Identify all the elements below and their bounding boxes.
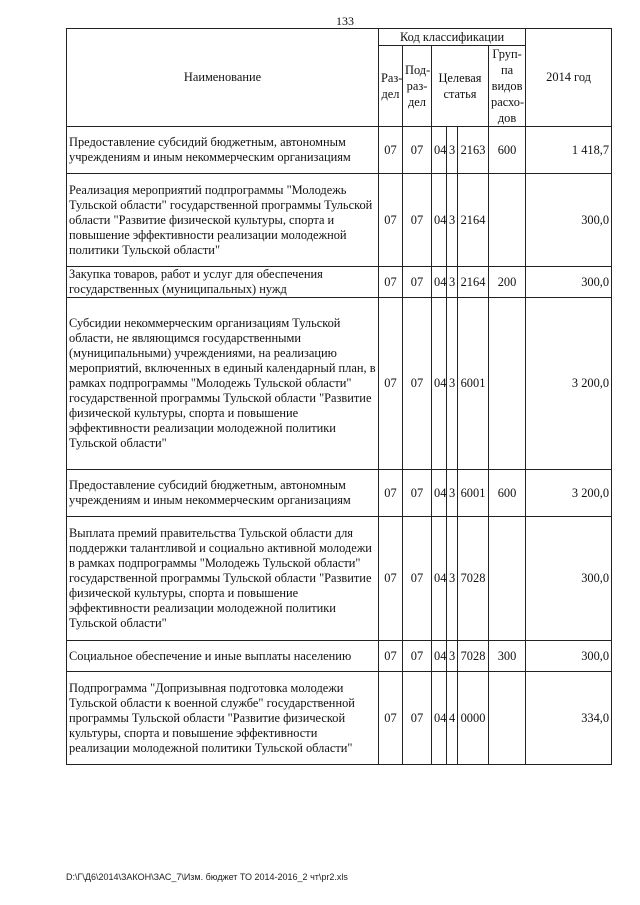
row-name: Закупка товаров, работ и услуг для обеспечения государственных (муниципальных) нужд xyxy=(67,267,379,298)
row-razdel: 07 xyxy=(379,174,403,267)
row-name: Реализация мероприятий подпрограммы "Молодежь Тульской области" государственной программы Тульской области "Развитие физической культуры, спорта и повышение эффективности реализации молодежной политики Тульской области" xyxy=(67,174,379,267)
header-target-article: Целевая статья xyxy=(432,46,489,127)
row-amount-2014: 1 418,7 xyxy=(526,127,612,174)
row-target-part2: 3 xyxy=(447,127,458,174)
row-target-part3: 7028 xyxy=(458,641,489,672)
header-podrazdel: Под- раз- дел xyxy=(403,46,432,127)
row-target-part2: 3 xyxy=(447,298,458,470)
table-row xyxy=(67,641,612,672)
row-target-part1: 04 xyxy=(432,174,447,267)
row-target-part1: 04 xyxy=(432,641,447,672)
page-number: 133 xyxy=(336,14,354,28)
row-podrazdel: 07 xyxy=(403,298,432,470)
file-path-footer: D:\Г\Д6\2014\ЗАКОН\ЗАС_7\Изм. бюджет ТО 2014-2016_2 чт\pr2.xls xyxy=(66,872,348,882)
header-expense-group: Груп- па видов расхо- дов xyxy=(489,46,526,127)
row-podrazdel: 07 xyxy=(403,127,432,174)
row-name: Предоставление субсидий бюджетным, автономным учреждениям и иным некоммерческим организациям xyxy=(67,470,379,517)
row-expense-group: 300 xyxy=(489,641,526,672)
row-target-part1: 04 xyxy=(432,127,447,174)
table-row xyxy=(67,127,612,174)
row-name: Подпрограмма "Допризывная подготовка молодежи Тульской области к военной службе" государственной программы Тульской области "Развитие физической культуры, спорта и повышение эффективности реализации молодежной политики Тульской области" xyxy=(67,672,379,765)
table-row xyxy=(67,470,612,517)
row-amount-2014: 300,0 xyxy=(526,641,612,672)
row-name: Предоставление субсидий бюджетным, автономным учреждениям и иным некоммерческим организациям xyxy=(67,127,379,174)
table-row xyxy=(67,517,612,641)
row-target-part2: 3 xyxy=(447,641,458,672)
row-podrazdel: 07 xyxy=(403,641,432,672)
row-razdel: 07 xyxy=(379,470,403,517)
row-amount-2014: 300,0 xyxy=(526,267,612,298)
row-razdel: 07 xyxy=(379,267,403,298)
budget-table xyxy=(66,28,612,765)
header-razdel: Раз- дел xyxy=(379,46,403,127)
row-razdel: 07 xyxy=(379,672,403,765)
row-razdel: 07 xyxy=(379,517,403,641)
table-body xyxy=(67,127,612,765)
table-row xyxy=(67,174,612,267)
row-target-part2: 3 xyxy=(447,470,458,517)
row-name: Субсидии некоммерческим организациям Тульской области, не являющимся государственными (муниципальными) учреждениями, на реализацию мероприятий, включенных в единый календарный план, в рамках подпрограммы "Молодежь Тульской области" государственной программы Тульской области "Развитие физической культуры, спорта и повышение эффективности реализации молодежной политики Тульской области" xyxy=(67,298,379,470)
row-expense-group xyxy=(489,517,526,641)
row-target-part3: 2163 xyxy=(458,127,489,174)
row-amount-2014: 334,0 xyxy=(526,672,612,765)
row-podrazdel: 07 xyxy=(403,470,432,517)
row-razdel: 07 xyxy=(379,127,403,174)
row-podrazdel: 07 xyxy=(403,672,432,765)
row-target-part1: 04 xyxy=(432,298,447,470)
row-target-part3: 2164 xyxy=(458,267,489,298)
table-row xyxy=(67,298,612,470)
row-podrazdel: 07 xyxy=(403,517,432,641)
row-target-part3: 7028 xyxy=(458,517,489,641)
row-target-part2: 3 xyxy=(447,517,458,641)
row-expense-group xyxy=(489,174,526,267)
row-target-part1: 04 xyxy=(432,267,447,298)
table-row xyxy=(67,672,612,765)
header-year: 2014 год xyxy=(526,29,612,127)
row-target-part2: 3 xyxy=(447,267,458,298)
row-expense-group: 600 xyxy=(489,127,526,174)
row-amount-2014: 3 200,0 xyxy=(526,470,612,517)
row-razdel: 07 xyxy=(379,298,403,470)
header-row-top xyxy=(67,29,612,46)
row-razdel: 07 xyxy=(379,641,403,672)
row-target-part1: 04 xyxy=(432,517,447,641)
row-amount-2014: 3 200,0 xyxy=(526,298,612,470)
row-target-part3: 0000 xyxy=(458,672,489,765)
row-target-part2: 3 xyxy=(447,174,458,267)
row-target-part2: 4 xyxy=(447,672,458,765)
row-target-part1: 04 xyxy=(432,470,447,517)
row-target-part1: 04 xyxy=(432,672,447,765)
header-code: Код классификации xyxy=(379,29,526,46)
header-name: Наименование xyxy=(67,29,379,127)
row-podrazdel: 07 xyxy=(403,267,432,298)
row-amount-2014: 300,0 xyxy=(526,517,612,641)
table-row xyxy=(67,267,612,298)
row-expense-group: 600 xyxy=(489,470,526,517)
row-amount-2014: 300,0 xyxy=(526,174,612,267)
row-target-part3: 6001 xyxy=(458,298,489,470)
row-expense-group: 200 xyxy=(489,267,526,298)
row-target-part3: 6001 xyxy=(458,470,489,517)
row-name: Выплата премий правительства Тульской области для поддержки талантливой и социально активной молодежи в рамках подпрограммы "Молодежь Тульской области" государственной программы Тульской области "Развитие физической культуры, спорта и повышение эффективности реализации молодежной политики Тульской области" xyxy=(67,517,379,641)
row-expense-group xyxy=(489,672,526,765)
row-target-part3: 2164 xyxy=(458,174,489,267)
row-podrazdel: 07 xyxy=(403,174,432,267)
row-name: Социальное обеспечение и иные выплаты населению xyxy=(67,641,379,672)
row-expense-group xyxy=(489,298,526,470)
